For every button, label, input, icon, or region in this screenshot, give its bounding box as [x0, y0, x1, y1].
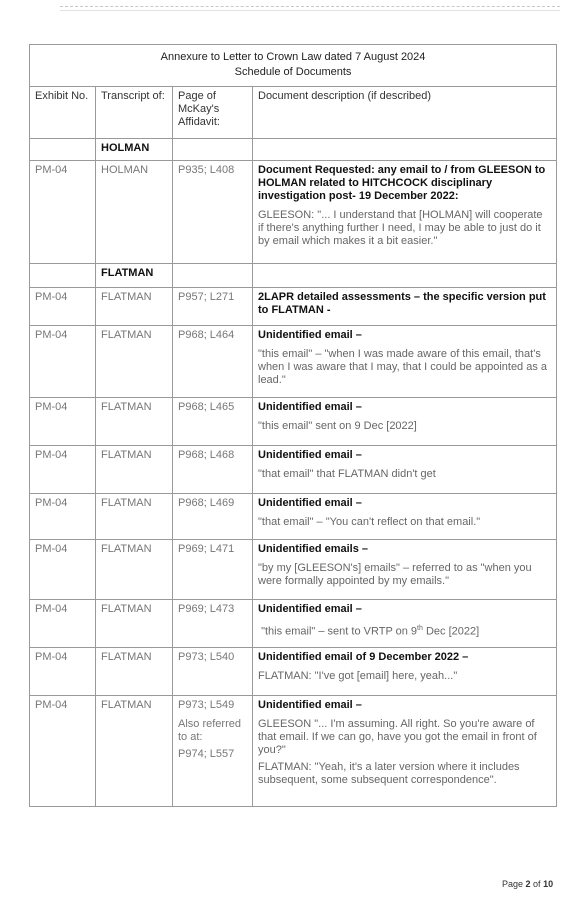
description-cell — [253, 161, 557, 264]
section-name: FLATMAN — [96, 264, 173, 288]
description-body: "this email" – sent to VRTP on 9th Dec [2022] — [261, 625, 480, 638]
description-title: Unidentified email – — [258, 497, 362, 509]
description-body: FLATMAN: "I've got [email] here, yeah..." — [258, 670, 458, 682]
exhibit-cell: PM-04 — [30, 494, 96, 540]
description-body: "that email" – "You can't reflect on that email." — [258, 516, 481, 528]
exhibit-cell: PM-04 — [30, 446, 96, 494]
description-body: "by my [GLEESON's] emails" – referred to as "when you were formally appointed by my emails." — [258, 562, 532, 587]
description-title: Unidentified email – — [258, 329, 362, 341]
transcript-cell: HOLMAN — [96, 161, 173, 264]
exhibit-cell: PM-04 — [30, 540, 96, 600]
subtitle-row — [30, 66, 557, 87]
description-cell — [253, 288, 557, 326]
description-title: Unidentified emails – — [258, 543, 369, 555]
section-name: HOLMAN — [96, 139, 173, 161]
column-header-row — [30, 87, 557, 139]
table-row — [30, 540, 557, 600]
also-referred-label: Also referred to at: — [178, 718, 241, 743]
description-title: Unidentified email – — [258, 449, 362, 461]
page-cell: P957; L271 — [173, 288, 253, 326]
description-cell — [253, 648, 557, 696]
description-cell — [253, 398, 557, 446]
page-cell: P968; L469 — [173, 494, 253, 540]
exhibit-cell: PM-04 — [30, 398, 96, 446]
transcript-cell: FLATMAN — [96, 600, 173, 648]
page-number: Page 2 of 10 — [502, 879, 554, 889]
page-cell: P968; L465 — [173, 398, 253, 446]
description-body: "that email" that FLATMAN didn't get — [258, 468, 436, 480]
page-cell: P973; L549 Also referred to at: P974; L557 — [173, 696, 253, 807]
description-cell — [253, 540, 557, 600]
description-title: 2LAPR detailed assessments – the specific version put to FLATMAN - — [258, 291, 546, 316]
page-cell: P969; L471 — [173, 540, 253, 600]
table-row — [30, 600, 557, 648]
transcript-cell: FLATMAN — [96, 540, 173, 600]
page-cell: P968; L464 — [173, 326, 253, 398]
exhibit-cell: PM-04 — [30, 161, 96, 264]
transcript-cell: FLATMAN — [96, 494, 173, 540]
description-title: Unidentified email of 9 December 2022 – — [258, 651, 469, 663]
section-row-flatman — [30, 264, 557, 288]
description-title: Unidentified email – — [258, 401, 362, 413]
section-row-holman — [30, 139, 557, 161]
table-row — [30, 696, 557, 807]
exhibit-cell: PM-04 — [30, 600, 96, 648]
transcript-cell: FLATMAN — [96, 696, 173, 807]
col-header-description: Document description (if described) — [253, 87, 557, 139]
title-row — [30, 45, 557, 67]
table-row — [30, 161, 557, 264]
description-body: FLATMAN: "Yeah, it's a later version where it includes subsequent, some subsequent correspondence". — [258, 761, 520, 786]
description-cell — [253, 696, 557, 807]
annexure-title: Annexure to Letter to Crown Law dated 7 August 2024 — [30, 45, 557, 67]
table-row — [30, 326, 557, 398]
col-header-exhibit: Exhibit No. — [30, 87, 96, 139]
table-row — [30, 648, 557, 696]
scan-edge-line — [60, 10, 560, 11]
page-cell: P969; L473 — [173, 600, 253, 648]
description-body: "this email" sent on 9 Dec [2022] — [258, 420, 417, 432]
exhibit-cell: PM-04 — [30, 648, 96, 696]
description-title: Document Requested: any email to / from GLEESON to HOLMAN related to HITCHCOCK disciplinary investigation post- 19 December 2022: — [258, 164, 546, 202]
description-cell — [253, 446, 557, 494]
table-row — [30, 446, 557, 494]
description-cell — [253, 600, 557, 648]
description-body: "this email" – "when I was made aware of this email, that's when I was aware that I may, that I could be appointed as a lead." — [258, 348, 548, 386]
schedule-table — [29, 44, 557, 807]
col-header-page: Page of McKay's Affidavit: — [173, 87, 253, 139]
table-row — [30, 288, 557, 326]
schedule-subtitle: Schedule of Documents — [30, 66, 557, 87]
transcript-cell: FLATMAN — [96, 648, 173, 696]
exhibit-cell: PM-04 — [30, 288, 96, 326]
page-cell: P968; L468 — [173, 446, 253, 494]
page-cell: P935; L408 — [173, 161, 253, 264]
description-title: Unidentified email – — [258, 603, 362, 615]
col-header-transcript: Transcript of: — [96, 87, 173, 139]
description-cell — [253, 326, 557, 398]
description-body: GLEESON "... I'm assuming. All right. So you're aware of that email. If we can go, have you got the email in front of you?" — [258, 718, 537, 756]
transcript-cell: FLATMAN — [96, 446, 173, 494]
table-row — [30, 494, 557, 540]
transcript-cell: FLATMAN — [96, 326, 173, 398]
exhibit-cell: PM-04 — [30, 696, 96, 807]
description-title: Unidentified email – — [258, 699, 362, 711]
description-body: GLEESON: "... I understand that [HOLMAN] will cooperate if there's anything further I need, I may be able to just do it by email which makes it a bit easier." — [258, 209, 543, 247]
description-cell — [253, 494, 557, 540]
transcript-cell: FLATMAN — [96, 288, 173, 326]
scan-edge-line — [60, 6, 560, 7]
table-row — [30, 398, 557, 446]
also-referred-page: P974; L557 — [178, 748, 235, 760]
page-cell: P973; L540 — [173, 648, 253, 696]
exhibit-cell: PM-04 — [30, 326, 96, 398]
transcript-cell: FLATMAN — [96, 398, 173, 446]
